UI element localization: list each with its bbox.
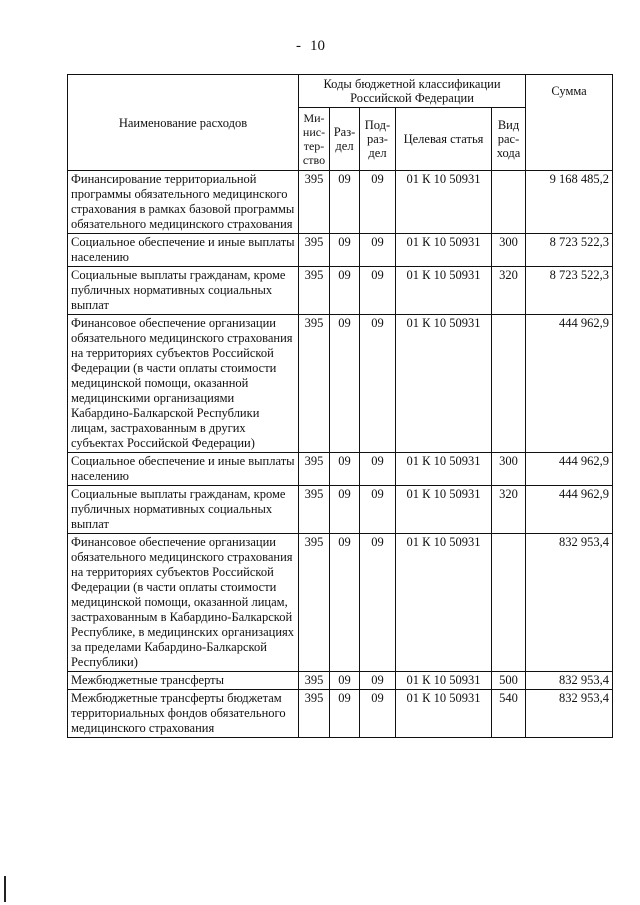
cell-expense-name: Финансовое обеспечение организации обязательного медицинского страхования на территориях субъектов Российской Федерации (в части оплаты стоимости медицинской помощи, оказанной медицинскими организациями Кабардино-Балкарской Республики лицам, застрахованным в других субъектах Российской Федерации) [68, 315, 299, 453]
cell-subsection: 09 [360, 234, 396, 267]
cell-target-article: 01 К 10 50931 [396, 171, 492, 234]
cell-sum: 832 953,4 [526, 690, 613, 738]
cell-subsection: 09 [360, 453, 396, 486]
table-header [68, 75, 613, 171]
cell-section: 09 [330, 315, 360, 453]
cell-subsection: 09 [360, 534, 396, 672]
cell-expense-type: 540 [492, 690, 526, 738]
cell-expense-name: Межбюджетные трансферты [68, 672, 299, 690]
cell-expense-type: 320 [492, 267, 526, 315]
cell-ministry: 395 [299, 453, 330, 486]
table-row [68, 171, 613, 234]
table-row [68, 267, 613, 315]
table-body [68, 171, 613, 738]
cell-subsection: 09 [360, 672, 396, 690]
cell-target-article: 01 К 10 50931 [396, 234, 492, 267]
page-number-dash: - [296, 38, 301, 54]
header-expense-name: Наименование расходов [68, 75, 299, 171]
cell-target-article: 01 К 10 50931 [396, 534, 492, 672]
cell-sum: 832 953,4 [526, 534, 613, 672]
header-target-article: Целевая статья [396, 108, 492, 171]
cell-sum: 8 723 522,3 [526, 234, 613, 267]
table-row [68, 315, 613, 453]
cell-ministry: 395 [299, 534, 330, 672]
budget-table [67, 74, 613, 738]
cell-section: 09 [330, 171, 360, 234]
cell-subsection: 09 [360, 486, 396, 534]
cell-expense-type [492, 534, 526, 672]
table-row [68, 234, 613, 267]
cell-target-article: 01 К 10 50931 [396, 690, 492, 738]
cell-section: 09 [330, 234, 360, 267]
cell-target-article: 01 К 10 50931 [396, 315, 492, 453]
header-subsection: Под-раз-дел [360, 108, 396, 171]
header-section: Раз-дел [330, 108, 360, 171]
cell-expense-type: 500 [492, 672, 526, 690]
cell-expense-type [492, 315, 526, 453]
cell-section: 09 [330, 453, 360, 486]
cell-ministry: 395 [299, 234, 330, 267]
page-number: 10 [310, 38, 325, 54]
cell-expense-name: Межбюджетные трансферты бюджетам территориальных фондов обязательного медицинского страхования [68, 690, 299, 738]
cell-expense-name: Социальное обеспечение и иные выплаты населению [68, 453, 299, 486]
cell-target-article: 01 К 10 50931 [396, 267, 492, 315]
header-expense-type: Вид рас-хода [492, 108, 526, 171]
cell-target-article: 01 К 10 50931 [396, 672, 492, 690]
cell-sum: 9 168 485,2 [526, 171, 613, 234]
cell-sum: 832 953,4 [526, 672, 613, 690]
cell-expense-type: 320 [492, 486, 526, 534]
cell-subsection: 09 [360, 171, 396, 234]
table-row [68, 672, 613, 690]
cell-section: 09 [330, 267, 360, 315]
table-row [68, 486, 613, 534]
cell-expense-name: Финансирование территориальной программы обязательного медицинского страхования в рамках базовой программы обязательного медицинского страхования [68, 171, 299, 234]
header-ministry: Ми-нис-тер-ство [299, 108, 330, 171]
header-codes-group: Коды бюджетной классификации Российской Федерации [299, 75, 526, 108]
cell-ministry: 395 [299, 171, 330, 234]
cell-sum: 444 962,9 [526, 486, 613, 534]
cell-subsection: 09 [360, 267, 396, 315]
cell-target-article: 01 К 10 50931 [396, 453, 492, 486]
cell-sum: 444 962,9 [526, 453, 613, 486]
cell-ministry: 395 [299, 672, 330, 690]
cell-ministry: 395 [299, 486, 330, 534]
cell-section: 09 [330, 672, 360, 690]
cell-sum: 8 723 522,3 [526, 267, 613, 315]
table-row [68, 534, 613, 672]
cell-expense-type: 300 [492, 234, 526, 267]
cell-expense-name: Социальные выплаты гражданам, кроме публичных нормативных социальных выплат [68, 267, 299, 315]
cell-section: 09 [330, 486, 360, 534]
cell-expense-type: 300 [492, 453, 526, 486]
cell-expense-name: Социальное обеспечение и иные выплаты населению [68, 234, 299, 267]
table-row [68, 690, 613, 738]
cell-target-article: 01 К 10 50931 [396, 486, 492, 534]
cell-subsection: 09 [360, 315, 396, 453]
cell-subsection: 09 [360, 690, 396, 738]
header-sum: Сумма [526, 75, 613, 171]
cell-ministry: 395 [299, 690, 330, 738]
scan-edge-mark [4, 876, 6, 902]
cell-section: 09 [330, 534, 360, 672]
cell-ministry: 395 [299, 315, 330, 453]
cell-expense-name: Социальные выплаты гражданам, кроме публичных нормативных социальных выплат [68, 486, 299, 534]
cell-sum: 444 962,9 [526, 315, 613, 453]
cell-section: 09 [330, 690, 360, 738]
table-row [68, 453, 613, 486]
cell-ministry: 395 [299, 267, 330, 315]
cell-expense-type [492, 171, 526, 234]
cell-expense-name: Финансовое обеспечение организации обязательного медицинского страхования на территориях субъектов Российской Федерации (в части оплаты стоимости медицинской помощи, оказанной лицам, застрахованным в Кабардино-Балкарской Республике, в медицинских организациях за пределами Кабардино-Балкарской Республики) [68, 534, 299, 672]
